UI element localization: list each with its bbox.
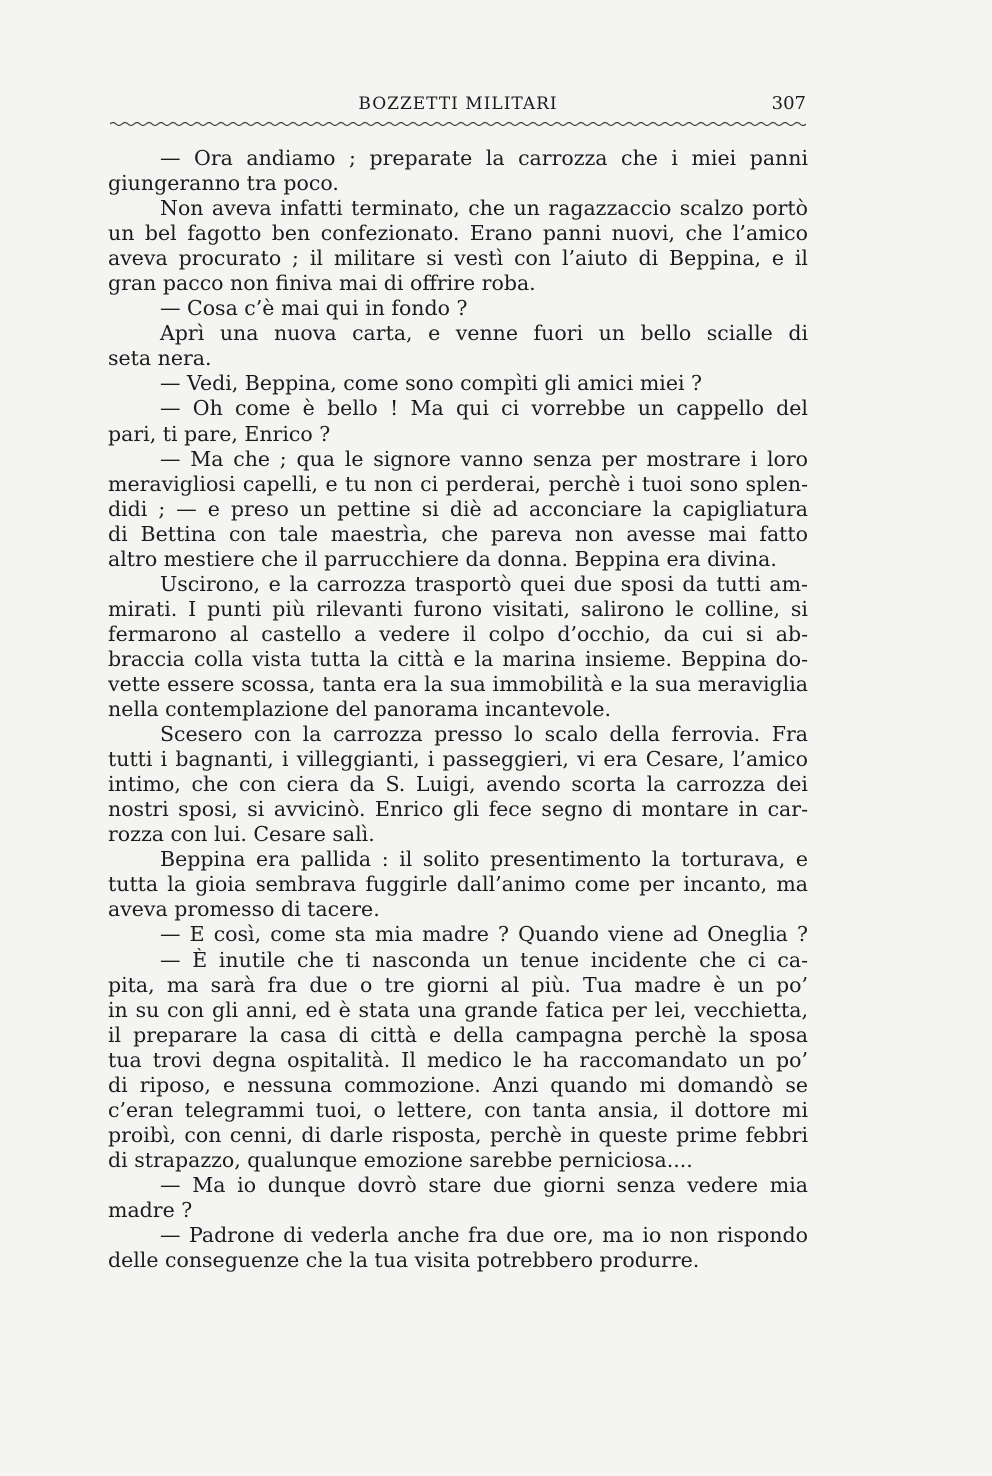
text-line: — Cosa c’è mai qui in fondo ? <box>160 296 468 321</box>
text-line: pita, ma sarà fra due o tre giorni al più. Tua madre è un po’ <box>108 972 808 997</box>
text-line: didi ; — e preso un pettine si diè ad acconciare la capigliatura <box>108 496 808 521</box>
page-number: 307 <box>771 93 806 114</box>
text-line: — È inutile che ti nasconda un tenue incidente che ci ca- <box>160 947 808 972</box>
running-title: BOZZETTI MILITARI <box>358 94 558 114</box>
text-line: seta nera. <box>108 346 212 371</box>
text-line: Scesero con la carrozza presso lo scalo della ferrovia. Fra <box>160 722 808 747</box>
page-body-text <box>108 146 808 1273</box>
text-line: vette essere scossa, tanta era la sua immobilità e la sua meraviglia <box>108 671 808 696</box>
text-line: delle conseguenze che la tua visita potrebbero produrre. <box>108 1248 700 1273</box>
text-line: — Ora andiamo ; preparate la carrozza che i miei panni <box>160 146 808 170</box>
text-line: Aprì una nuova carta, e venne fuori un bello scialle di <box>160 321 808 346</box>
text-line: di Bettina con tale maestrìa, che pareva non avesse mai fatto <box>108 521 808 546</box>
text-line: in su con gli anni, ed è stata una grande fatica per lei, vecchietta, <box>108 997 808 1022</box>
text-line: intimo, che con ciera da S. Luigi, avendo scorta la carrozza dei <box>108 772 808 797</box>
text-line: meravigliosi capelli, e tu non ci perderai, perchè i tuoi sono splen- <box>108 471 808 496</box>
text-line: tutti i bagnanti, i villeggianti, i passeggieri, vi era Cesare, l’amico <box>108 747 808 772</box>
text-line: — Vedi, Beppina, come sono compìti gli amici miei ? <box>160 371 703 396</box>
text-line: nella contemplazione del panorama incantevole. <box>108 697 612 722</box>
text-line: tutta la gioia sembrava fuggirle dall’animo come per incanto, ma <box>108 872 808 897</box>
text-line: Uscirono, e la carrozza trasportò quei due sposi da tutti am- <box>160 571 808 596</box>
text-line: — Oh come è bello ! Ma qui ci vorrebbe un cappello del <box>160 396 808 421</box>
text-line: proibì, con cenni, di darle risposta, perchè in queste prime febbri <box>108 1122 808 1147</box>
text-line: altro mestiere che il parrucchiere da donna. Beppina era divina. <box>108 546 777 571</box>
text-line: un bel fagotto ben confezionato. Erano panni nuovi, che l’amico <box>108 221 808 246</box>
text-line: nostri sposi, si avvicinò. Enrico gli fece segno di montare in car- <box>108 797 808 822</box>
text-line: braccia colla vista tutta la città e la marina insieme. Beppina do- <box>108 646 808 671</box>
text-line: aveva procurato ; il militare si vestì con l’aiuto di Beppina, e il <box>108 246 808 271</box>
text-line: di riposo, e nessuna commozione. Anzi quando mi domandò se <box>108 1072 808 1097</box>
text-line: giungeranno tra poco. <box>108 171 339 196</box>
wavy-rule-ornament <box>110 116 806 132</box>
text-line: aveva promesso di tacere. <box>108 897 380 922</box>
text-line: rozza con lui. Cesare salì. <box>108 822 375 847</box>
text-line: di strapazzo, qualunque emozione sarebbe perniciosa.... <box>108 1147 693 1172</box>
text-line: Non aveva infatti terminato, che un ragazzaccio scalzo portò <box>160 196 808 221</box>
text-line: madre ? <box>108 1197 193 1222</box>
text-line: c’eran telegrammi tuoi, o lettere, con tanta ansia, il dottore mi <box>108 1097 808 1122</box>
text-line: gran pacco non finiva mai di offrire roba. <box>108 271 536 296</box>
text-line: Beppina era pallida : il solito presentimento la torturava, e <box>160 847 808 872</box>
text-line: mirati. I punti più rilevanti furono visitati, salirono le colline, si <box>108 596 808 621</box>
text-line: pari, ti pare, Enrico ? <box>108 421 331 446</box>
page-header <box>110 93 806 117</box>
text-line: tua trovi degna ospitalità. Il medico le ha raccomandato un po’ <box>108 1047 808 1072</box>
text-line: — Padrone di vederla anche fra due ore, ma io non rispondo <box>160 1223 808 1248</box>
text-line: — E così, come sta mia madre ? Quando viene ad Oneglia ? <box>160 922 808 947</box>
text-line: — Ma io dunque dovrò stare due giorni senza vedere mia <box>160 1172 808 1197</box>
text-line: fermarono al castello a vedere il colpo d’occhio, da cui si ab- <box>108 621 808 646</box>
text-line: il preparare la casa di città e della campagna perchè la sposa <box>108 1022 808 1047</box>
text-line: — Ma che ; qua le signore vanno senza per mostrare i loro <box>160 446 808 471</box>
